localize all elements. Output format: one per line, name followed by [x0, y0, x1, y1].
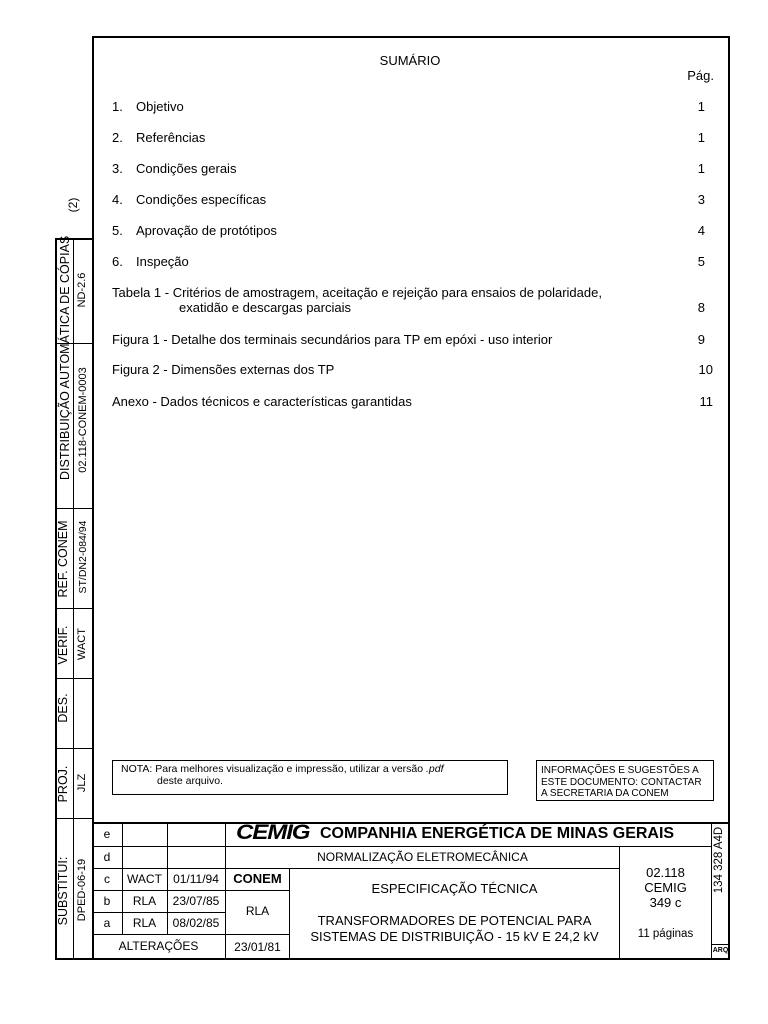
arq-label: ARQ — [712, 947, 729, 954]
note-text-cont: deste arquivo. — [157, 775, 223, 787]
revision-letter: c — [104, 872, 110, 886]
side-label-proj-value: JLZ — [76, 773, 88, 793]
toc-title: SUMÁRIO — [379, 53, 441, 68]
side-label-proj: PROJ. — [56, 765, 70, 803]
toc-page-header: Pág. — [687, 68, 714, 83]
toc-extra-figura-1: Figura 1 - Detalhe dos terminais secundários para TP em epóxi - uso interior — [112, 332, 553, 347]
toc-item-number: 3. — [112, 161, 123, 176]
doc-sub: 349 c — [649, 895, 682, 910]
doc-date: 23/01/81 — [234, 940, 281, 954]
toc-item-number: 4. — [112, 192, 123, 207]
title-block-line — [92, 912, 226, 913]
toc-extra-page: 10 — [698, 362, 713, 377]
side-label-distribuicao: DISTRIBUIÇÃO AUTOMÁTICA DE CÓPIAS — [58, 235, 72, 480]
side-label-ref-value: ST/DN2-084/94 — [77, 520, 89, 594]
side-label-doc-code: 02.118-CONEM-0003 — [77, 367, 89, 473]
page-marker: (2) — [66, 197, 80, 213]
doc-issuer: CEMIG — [644, 880, 687, 895]
toc-item-objetivo: Objetivo — [136, 99, 184, 114]
side-label-ref-conem: REF. CONEM — [56, 520, 70, 598]
page-count: 11 páginas — [637, 928, 694, 940]
side-divider — [55, 818, 93, 819]
cemig-logo: CEMIG — [236, 821, 310, 844]
side-label-verif: VERIF. — [56, 625, 70, 665]
toc-extra-tabela-1: Tabela 1 - Critérios de amostragem, aceitação e rejeição para ensaios de polaridade, — [112, 285, 602, 300]
note-box — [112, 760, 508, 795]
side-divider — [55, 748, 93, 749]
side-label-nd: ND-2.6 — [76, 272, 88, 308]
side-label-des: DES. — [56, 693, 70, 723]
title-block-line — [92, 868, 619, 869]
toc-item-page: 1 — [697, 130, 705, 145]
revision-author: RLA — [132, 916, 157, 930]
toc-extra-page: 8 — [697, 300, 705, 315]
revision-author: RLA — [132, 894, 157, 908]
toc-extra-anexo: Anexo - Dados técnicos e características garantidas — [112, 394, 412, 409]
title-block-line — [92, 934, 290, 935]
doc-author: RLA — [245, 904, 270, 918]
toc-item-page: 5 — [697, 254, 705, 269]
toc-item-aprovacao: Aprovação de protótipos — [136, 223, 277, 238]
toc-extra-page: 11 — [699, 394, 713, 409]
info-line: INFORMAÇÕES E SUGESTÕES A — [541, 765, 699, 776]
toc-item-condicoes-gerais: Condições gerais — [136, 161, 237, 176]
toc-item-condicoes-especificas: Condições específicas — [136, 192, 267, 207]
doc-title-line1: TRANSFORMADORES DE POTENCIAL PARA — [317, 913, 592, 928]
company-name: COMPANHIA ENERGÉTICA DE MINAS GERAIS — [320, 825, 675, 842]
side-divider — [55, 508, 93, 509]
toc-extra-figura-2: Figura 2 - Dimensões externas dos TP — [112, 362, 335, 377]
revision-date: 23/07/85 — [172, 894, 220, 908]
title-block-top — [92, 822, 730, 824]
toc-item-page: 3 — [697, 192, 705, 207]
revision-letter: d — [103, 850, 111, 864]
doc-title-line2: SISTEMAS DE DISTRIBUIÇÃO - 15 kV E 24,2 kV — [310, 929, 599, 944]
revision-author: WACT — [127, 872, 162, 886]
toc-item-referencias: Referências — [136, 130, 206, 145]
toc-item-number: 2. — [112, 130, 123, 145]
side-label-verif-value: WACT — [76, 628, 88, 660]
toc-item-number: 1. — [112, 99, 123, 114]
side-divider — [55, 608, 93, 609]
toc-item-page: 1 — [697, 161, 705, 176]
spec-type: ESPECIFICAÇÃO TÉCNICA — [371, 881, 538, 896]
title-block-line — [711, 944, 730, 945]
info-line: ESTE DOCUMENTO: CONTACTAR — [541, 776, 702, 788]
side-divider — [55, 678, 93, 679]
alteracoes-label: ALTERAÇÕES — [118, 939, 199, 953]
note-format: .pdf — [426, 763, 444, 775]
note-text: NOTA: Para melhores visualização e impressão, utilizar a versão — [121, 763, 427, 775]
toc-item-number: 6. — [112, 254, 123, 269]
title-block-line — [711, 823, 712, 960]
revision-letter: a — [103, 916, 111, 930]
toc-item-page: 1 — [697, 99, 705, 114]
toc-item-number: 5. — [112, 223, 123, 238]
toc-extra-page: 9 — [697, 332, 705, 347]
committee: CONEM — [233, 871, 282, 886]
revision-letter: b — [103, 894, 111, 908]
department: NORMALIZAÇÃO ELETROMECÂNICA — [317, 850, 528, 864]
doc-number: 02.118 — [646, 865, 685, 880]
info-box — [536, 760, 714, 801]
side-label-substitui: SUBSTITUI: — [56, 856, 70, 926]
revision-date: 08/02/85 — [172, 916, 220, 930]
revision-date: 01/11/94 — [173, 872, 219, 886]
revision-letter: e — [103, 827, 111, 841]
toc-item-inspecao: Inspeção — [136, 254, 189, 269]
toc-extra-tabela-1-cont: exatidão e descargas parciais — [179, 300, 351, 315]
side-label-substitui-value: DPED-06-19 — [76, 858, 88, 922]
info-line: A SECRETARIA DA CONEM — [541, 788, 669, 799]
archive-code: 134 328 A4D — [713, 826, 725, 894]
toc-item-page: 4 — [697, 223, 705, 238]
